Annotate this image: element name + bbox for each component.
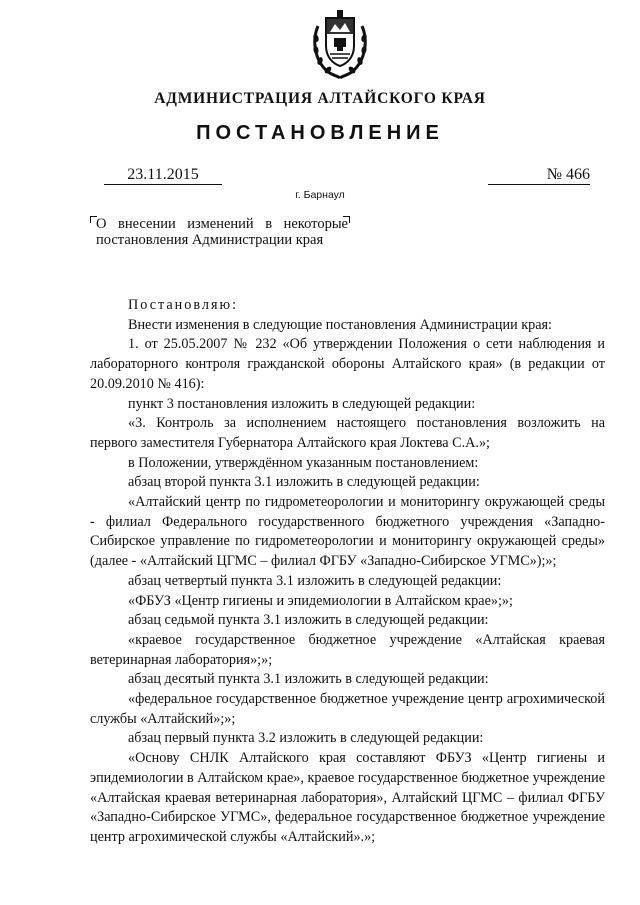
body-paragraph: 1. от 25.05.2007 № 232 «Об утверждении Положения о сети наблюдения и лабораторного контроля гражданской обороны Алтайского края» (в редакции от 20.09.2010 № 416): (90, 336, 605, 392)
document-body (90, 296, 605, 848)
body-paragraph: абзац первый пункта 3.2 изложить в следующей редакции: (128, 730, 484, 747)
body-paragraph: «краевое государственное бюджетное учреждение «Алтайская краевая ветеринарная лаборатория»;»; (90, 631, 605, 668)
decree-word: Постановляю: (128, 297, 239, 313)
body-paragraph: «Основу СНЛК Алтайского края составляют ФБУЗ «Центр гигиены и эпидемиологии в Алтайском крае», краевое государственное бюджетное учреждение «Алтайская краевая ветеринарная лаборатория», Алтайский ЦГМС – филиал ФГБУ «Западно-Сибирское УГМС», федеральное государственное бюджетное учреждение центр агрохимической службы «Алтайский».»; (90, 750, 605, 845)
document-subject: О внесении изменений в некоторые постановления Администрации края (96, 216, 348, 248)
organization-name: АДМИНИСТРАЦИЯ АЛТАЙСКОГО КРАЯ (154, 90, 486, 107)
city-name: г. Барнаул (295, 189, 345, 201)
body-paragraph: «федеральное государственное бюджетное учреждение центр агрохимической службы «Алтайский»;»; (90, 691, 605, 727)
body-paragraph: Внести изменения в следующие постановления Администрации края: (128, 316, 552, 333)
body-paragraph: абзац седьмой пункта 3.1 изложить в следующей редакции: (128, 612, 489, 629)
document-date: 23.11.2015 (104, 166, 222, 185)
body-paragraph: «Алтайский центр по гидрометеорологии и мониторингу окружающей среды - филиал Федерального государственного бюджетного учреждения «Западно-Сибирское управление по гидрометеорологии и мониторингу окружающей среды» (далее - «Алтайский ЦГМС – филиал ФГБУ «Западно-Сибирское УГМС»);»; (90, 494, 605, 570)
body-paragraph: абзац второй пункта 3.1 изложить в следующей редакции: (128, 474, 480, 491)
body-paragraph: пункт 3 постановления изложить в следующей редакции: (128, 395, 476, 412)
document-type-title: ПОСТАНОВЛЕНИЕ (196, 122, 444, 144)
body-paragraph: в Положении, утверждённом указанным постановлением: (128, 454, 479, 471)
body-paragraph: «3. Контроль за исполнением настоящего постановления возложить на первого заместителя Губернатора Алтайского края Локтева С.А.»; (90, 415, 605, 451)
document-number: № 466 (488, 166, 590, 185)
body-paragraph: абзац десятый пункта 3.1 изложить в следующей редакции: (128, 671, 489, 688)
body-paragraph: «ФБУЗ «Центр гигиены и эпидемиологии в Алтайском крае»;»; (128, 592, 513, 609)
coat-of-arms-icon (308, 8, 372, 80)
body-paragraph: абзац четвертый пункта 3.1 изложить в следующей редакции: (128, 572, 502, 589)
